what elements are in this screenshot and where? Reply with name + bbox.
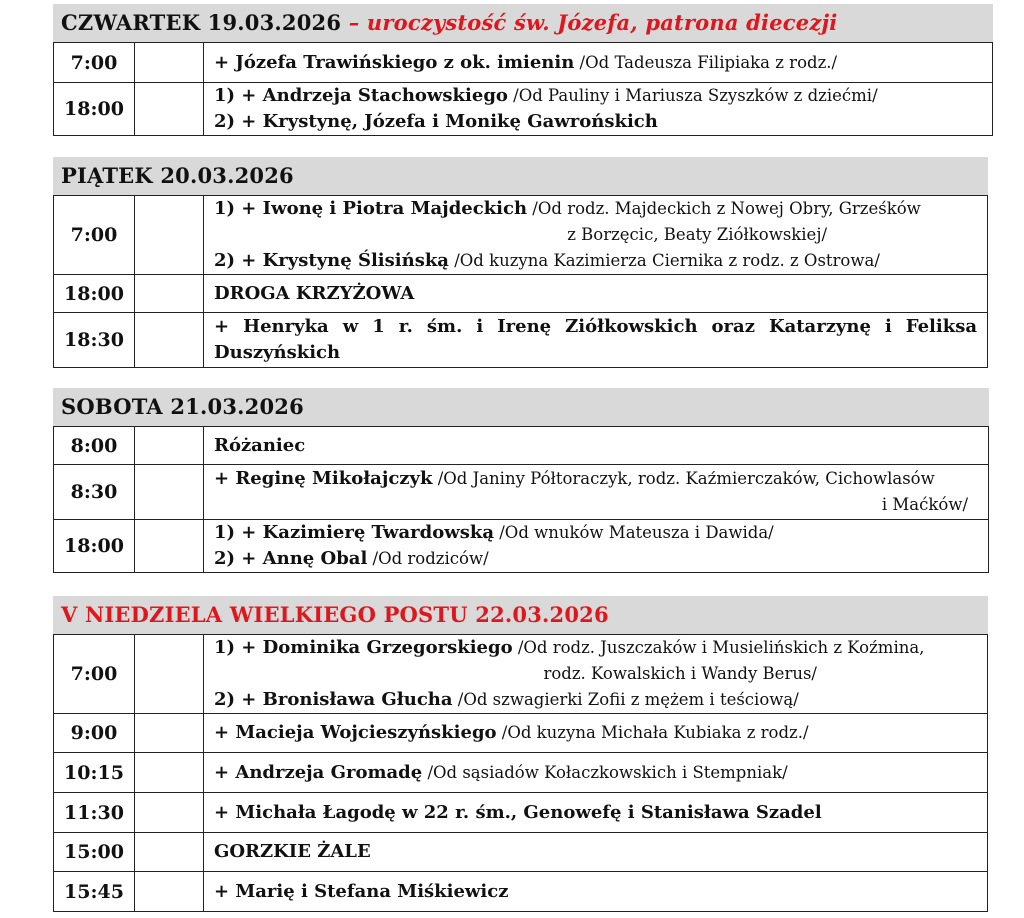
mass-time: 7:00 <box>54 196 135 275</box>
mass-intention <box>204 465 989 520</box>
blank-cell <box>135 313 204 368</box>
mass-intention <box>204 833 988 872</box>
intention-name: 1) + Iwonę i Piotra Majdeckich <box>214 198 528 219</box>
mass-time: 15:45 <box>54 872 135 912</box>
mass-intention <box>204 520 989 573</box>
blank-cell <box>135 635 204 714</box>
day-header <box>53 157 988 195</box>
blank-cell <box>135 83 204 136</box>
mass-time: 7:00 <box>54 43 135 83</box>
table-row <box>54 833 988 872</box>
day-date: V NIEDZIELA WIELKIEGO POSTU 22.03.2026 <box>61 602 609 627</box>
intention-name: 1) + Dominika Grzegorskiego <box>214 637 513 658</box>
intention-donor: /Od rodz. Juszczaków i Musielińskich z Koźmina, <box>512 638 925 657</box>
table-row <box>54 465 989 520</box>
mass-time: 10:15 <box>54 753 135 793</box>
intention-donor: /Od kuzyna Kazimierza Ciernika z rodz. z Ostrowa/ <box>448 251 880 270</box>
blank-cell <box>135 753 204 793</box>
table-row <box>54 427 989 465</box>
intention-name: + Józefa Trawińskiego z ok. imienin <box>214 51 575 73</box>
intention-name: DROGA KRZYŻOWA <box>214 282 415 304</box>
day-date: SOBOTA 21.03.2026 <box>61 394 304 419</box>
blank-cell <box>135 793 204 833</box>
mass-intention <box>204 43 993 83</box>
day-header <box>53 388 989 426</box>
mass-intention <box>204 635 988 714</box>
intention-donor: /Od sąsiadów Kołaczkowskich i Stempniak/ <box>422 762 788 782</box>
table-row <box>54 793 988 833</box>
blank-cell <box>135 520 204 573</box>
table-row <box>54 520 989 573</box>
intention-donor: /Od szwagierki Zofii z mężem i teściową/ <box>452 690 799 709</box>
intention-donor-continued: z Borzęcic, Beaty Ziółkowskiej/ <box>567 225 827 244</box>
mass-intention <box>204 196 988 275</box>
mass-time: 18:00 <box>54 520 135 573</box>
mass-intention <box>204 872 988 912</box>
blank-cell <box>135 427 204 465</box>
mass-time: 8:30 <box>54 465 135 520</box>
mass-time: 11:30 <box>54 793 135 833</box>
intention-name: 1) + Kazimierę Twardowską <box>214 522 494 543</box>
intention-name: + Michała Łagodę w 22 r. śm., Genowefę i Stanisława Szadel <box>214 801 822 823</box>
intention-donor: /Od Tadeusza Filipiaka z rodz./ <box>574 52 838 72</box>
mass-time: 18:30 <box>54 313 135 368</box>
intention-name: GORZKIE ŻALE <box>214 841 371 862</box>
mass-intention <box>204 83 993 136</box>
mass-table <box>53 42 993 136</box>
table-row <box>54 872 988 912</box>
intention-donor-continued: i Maćków/ <box>881 495 968 514</box>
intention-name: 1) + Andrzeja Stachowskiego <box>214 85 508 106</box>
day-saturday <box>53 388 989 573</box>
intention-name: Różaniec <box>214 434 306 456</box>
table-row <box>54 83 993 136</box>
table-row <box>54 43 993 83</box>
mass-intention <box>204 313 988 368</box>
table-row <box>54 313 988 368</box>
intention-name: 2) + Krystynę, Józefa i Monikę Gawrońskich <box>214 111 658 132</box>
mass-intention <box>204 714 988 753</box>
day-date: PIĄTEK 20.03.2026 <box>61 163 294 188</box>
day-thursday <box>53 4 993 136</box>
intention-name: + Henryka w 1 r. śm. i Irenę Ziółkowskich oraz Katarzynę i Feliksa Duszyńskich <box>214 316 977 363</box>
blank-cell <box>135 714 204 753</box>
intention-donor: /Od rodz. Majdeckich z Nowej Obry, Grześków <box>527 199 921 218</box>
mass-time: 8:00 <box>54 427 135 465</box>
mass-intention <box>204 427 989 465</box>
day-sunday <box>53 596 988 912</box>
intention-name: + Reginę Mikołajczyk <box>214 468 433 489</box>
mass-time: 18:00 <box>54 83 135 136</box>
table-row <box>54 196 988 275</box>
table-row <box>54 275 988 313</box>
intention-donor: /Od wnuków Mateusza i Dawida/ <box>493 523 774 542</box>
day-friday <box>53 157 988 368</box>
blank-cell <box>135 872 204 912</box>
blank-cell <box>135 43 204 83</box>
blank-cell <box>135 275 204 313</box>
mass-intention <box>204 275 988 313</box>
table-row <box>54 753 988 793</box>
table-row <box>54 635 988 714</box>
blank-cell <box>135 196 204 275</box>
day-header <box>53 596 988 634</box>
mass-time: 9:00 <box>54 714 135 753</box>
day-date: CZWARTEK 19.03.2026 <box>61 10 342 35</box>
intention-name: + Macieja Wojcieszyńskiego <box>214 722 497 743</box>
intention-donor: /Od rodziców/ <box>367 549 489 568</box>
intention-name: 2) + Krystynę Ślisińską <box>214 250 449 271</box>
day-header <box>53 4 993 42</box>
mass-time: 15:00 <box>54 833 135 872</box>
mass-table <box>53 634 988 912</box>
mass-time: 7:00 <box>54 635 135 714</box>
mass-time: 18:00 <box>54 275 135 313</box>
intention-name: 2) + Annę Obal <box>214 548 368 569</box>
blank-cell <box>135 833 204 872</box>
feast-title: – uroczystość św. Józefa, patrona diecezji <box>341 10 838 35</box>
intention-name: + Andrzeja Gromadę <box>214 761 423 783</box>
intention-name: 2) + Bronisława Głucha <box>214 689 453 710</box>
mass-intention <box>204 793 988 833</box>
blank-cell <box>135 465 204 520</box>
intention-donor-continued: rodz. Kowalskich i Wandy Berus/ <box>543 664 817 683</box>
intention-name: + Marię i Stefana Miśkiewicz <box>214 880 509 902</box>
mass-table <box>53 426 989 573</box>
mass-table <box>53 195 988 368</box>
intention-donor: /Od Pauliny i Mariusza Szyszków z dziećmi/ <box>507 86 878 105</box>
mass-intention <box>204 753 988 793</box>
intention-donor: /Od Janiny Półtoraczyk, rodz. Kaźmierczaków, Cichowlasów <box>432 469 935 488</box>
table-row <box>54 714 988 753</box>
intention-donor: /Od kuzyna Michała Kubiaka z rodz./ <box>496 723 809 742</box>
